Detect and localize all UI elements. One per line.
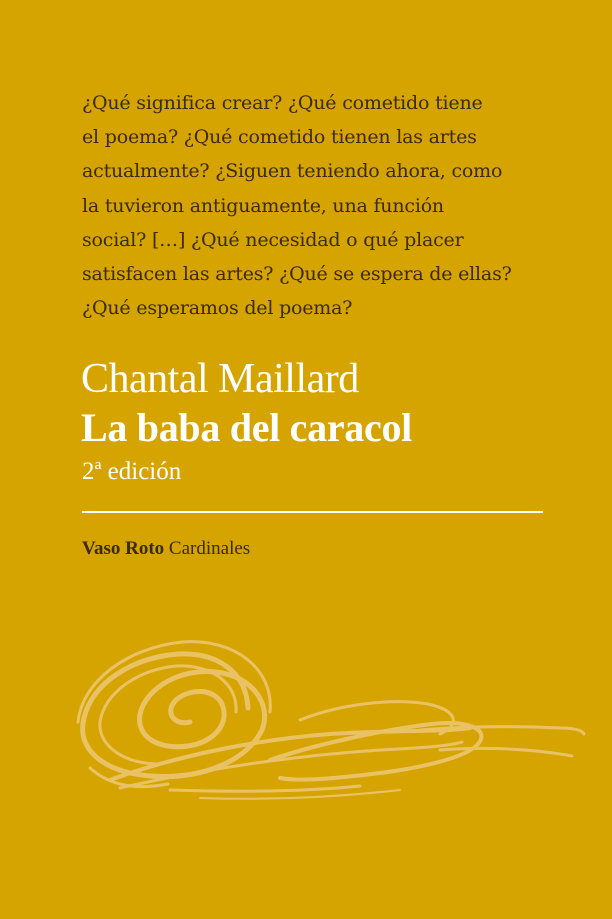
quote-line: actualmente? ¿Siguen teniendo ahora, como <box>82 160 503 183</box>
quote-line: la tuvieron antiguamente, una función <box>82 194 444 217</box>
quote-line: el poema? ¿Qué cometido tienen las artes <box>82 126 477 149</box>
back-quote <box>82 86 562 325</box>
book-title: La baba del caracol <box>81 405 412 450</box>
quote-line: satisfacen las artes? ¿Qué se espera de ellas? <box>82 263 512 286</box>
divider-rule <box>82 511 543 513</box>
author-name: Chantal Maillard <box>81 356 359 402</box>
quote-line: ¿Qué esperamos del poema? <box>82 297 353 320</box>
edition-label: 2ª edición <box>82 458 182 485</box>
quote-line: ¿Qué significa crear? ¿Qué cometido tiene <box>82 92 483 114</box>
publisher-name: Vaso Roto <box>82 538 165 559</box>
snail-spiral-sketch-icon <box>0 600 612 840</box>
imprint <box>82 536 250 562</box>
quote-line: social? […] ¿Qué necesidad o qué placer <box>82 228 464 251</box>
collection-name: Cardinales <box>168 538 251 559</box>
